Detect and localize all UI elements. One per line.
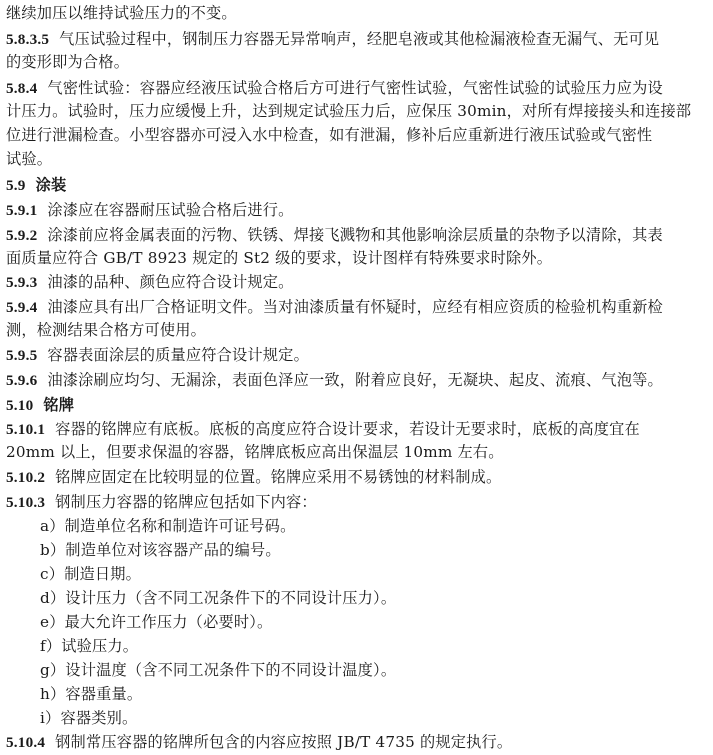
list-item: e）最大允许工作压力（必要时）。: [40, 613, 273, 631]
text-line: 试验。: [6, 150, 53, 168]
text-line: 计压力。试验时，压力应缓慢上升，达到规定试验压力后，应保压 30min，对所有焊接接头和连接部: [6, 102, 692, 120]
list-item: g）设计温度（含不同工况条件下的不同设计温度）。: [40, 661, 397, 679]
list-item: a）制造单位名称和制造许可证号码。: [40, 517, 296, 535]
clause-5-10-3: 5.10.3 钢制压力容器的铭牌应包括如下内容：: [6, 493, 317, 511]
clause-5-9-3: 5.9.3 油漆的品种、颜色应符合设计规定。: [6, 273, 294, 291]
clause-5-10-2: 5.10.2 铭牌应固定在比较明显的位置。铭牌应采用不易锈蚀的材料制成。: [6, 468, 502, 486]
text-line: 20mm 以上，但要求保温的容器，铭牌底板应高出保温层 10mm 左右。: [6, 443, 504, 461]
list-item: d）设计压力（含不同工况条件下的不同设计压力）。: [40, 589, 397, 607]
clause-5-10-1: 5.10.1 容器的铭牌应有底板。底板的高度应符合设计要求，若设计无要求时，底板的高度宜在: [6, 420, 640, 438]
clause-5-9-5: 5.9.5 容器表面涂层的质量应符合设计规定。: [6, 346, 309, 364]
list-item: f）试验压力。: [40, 637, 139, 655]
list-item: c）制造日期。: [40, 565, 142, 583]
text-line: 的变形即为合格。: [6, 53, 130, 71]
text-line: 位进行泄漏检查。小型容器亦可浸入水中检查，如有泄漏，修补后应重新进行液压试验或气密性: [6, 126, 653, 144]
clause-5-10-4: 5.10.4 钢制常压容器的铭牌所包含的内容应按照 JB/T 4735 的规定执行。: [6, 733, 513, 751]
list-item: h）容器重量。: [40, 685, 143, 703]
list-item: b）制造单位对该容器产品的编号。: [40, 541, 281, 559]
section-heading-5-9: 5.9 涂装: [6, 176, 67, 194]
section-heading-5-10: 5.10 铭牌: [6, 396, 75, 414]
clause-5-9-4: 5.9.4 油漆应具有出厂合格证明文件。当对油漆质量有怀疑时，应经有相应资质的检验机构重新检: [6, 298, 663, 316]
clause-5-9-6: 5.9.6 油漆涂刷应均匀、无漏涂，表面色泽应一致，附着应良好，无凝块、起皮、流痕、气泡等。: [6, 371, 663, 389]
clause-5-8-3-5: 5.8.3.5 气压试验过程中，钢制压力容器无异常响声，经肥皂液或其他检漏液检查无漏气、无可见: [6, 30, 660, 48]
clause-5-9-1: 5.9.1 涂漆应在容器耐压试验合格后进行。: [6, 201, 294, 219]
text-line: 继续加压以维持试验压力的不变。: [6, 4, 237, 22]
list-item: i）容器类别。: [40, 709, 138, 727]
text-line: 面质量应符合 GB/T 8923 规定的 St2 级的要求，设计图样有特殊要求时除外。: [6, 249, 553, 267]
clause-5-8-4: 5.8.4 气密性试验：容器应经液压试验合格后方可进行气密性试验，气密性试验的试验压力应为设: [6, 79, 663, 97]
clause-5-9-2: 5.9.2 涂漆前应将金属表面的污物、铁锈、焊接飞溅物和其他影响涂层质量的杂物予以清除，其表: [6, 226, 663, 244]
text-line: 测，检测结果合格方可使用。: [6, 321, 207, 339]
